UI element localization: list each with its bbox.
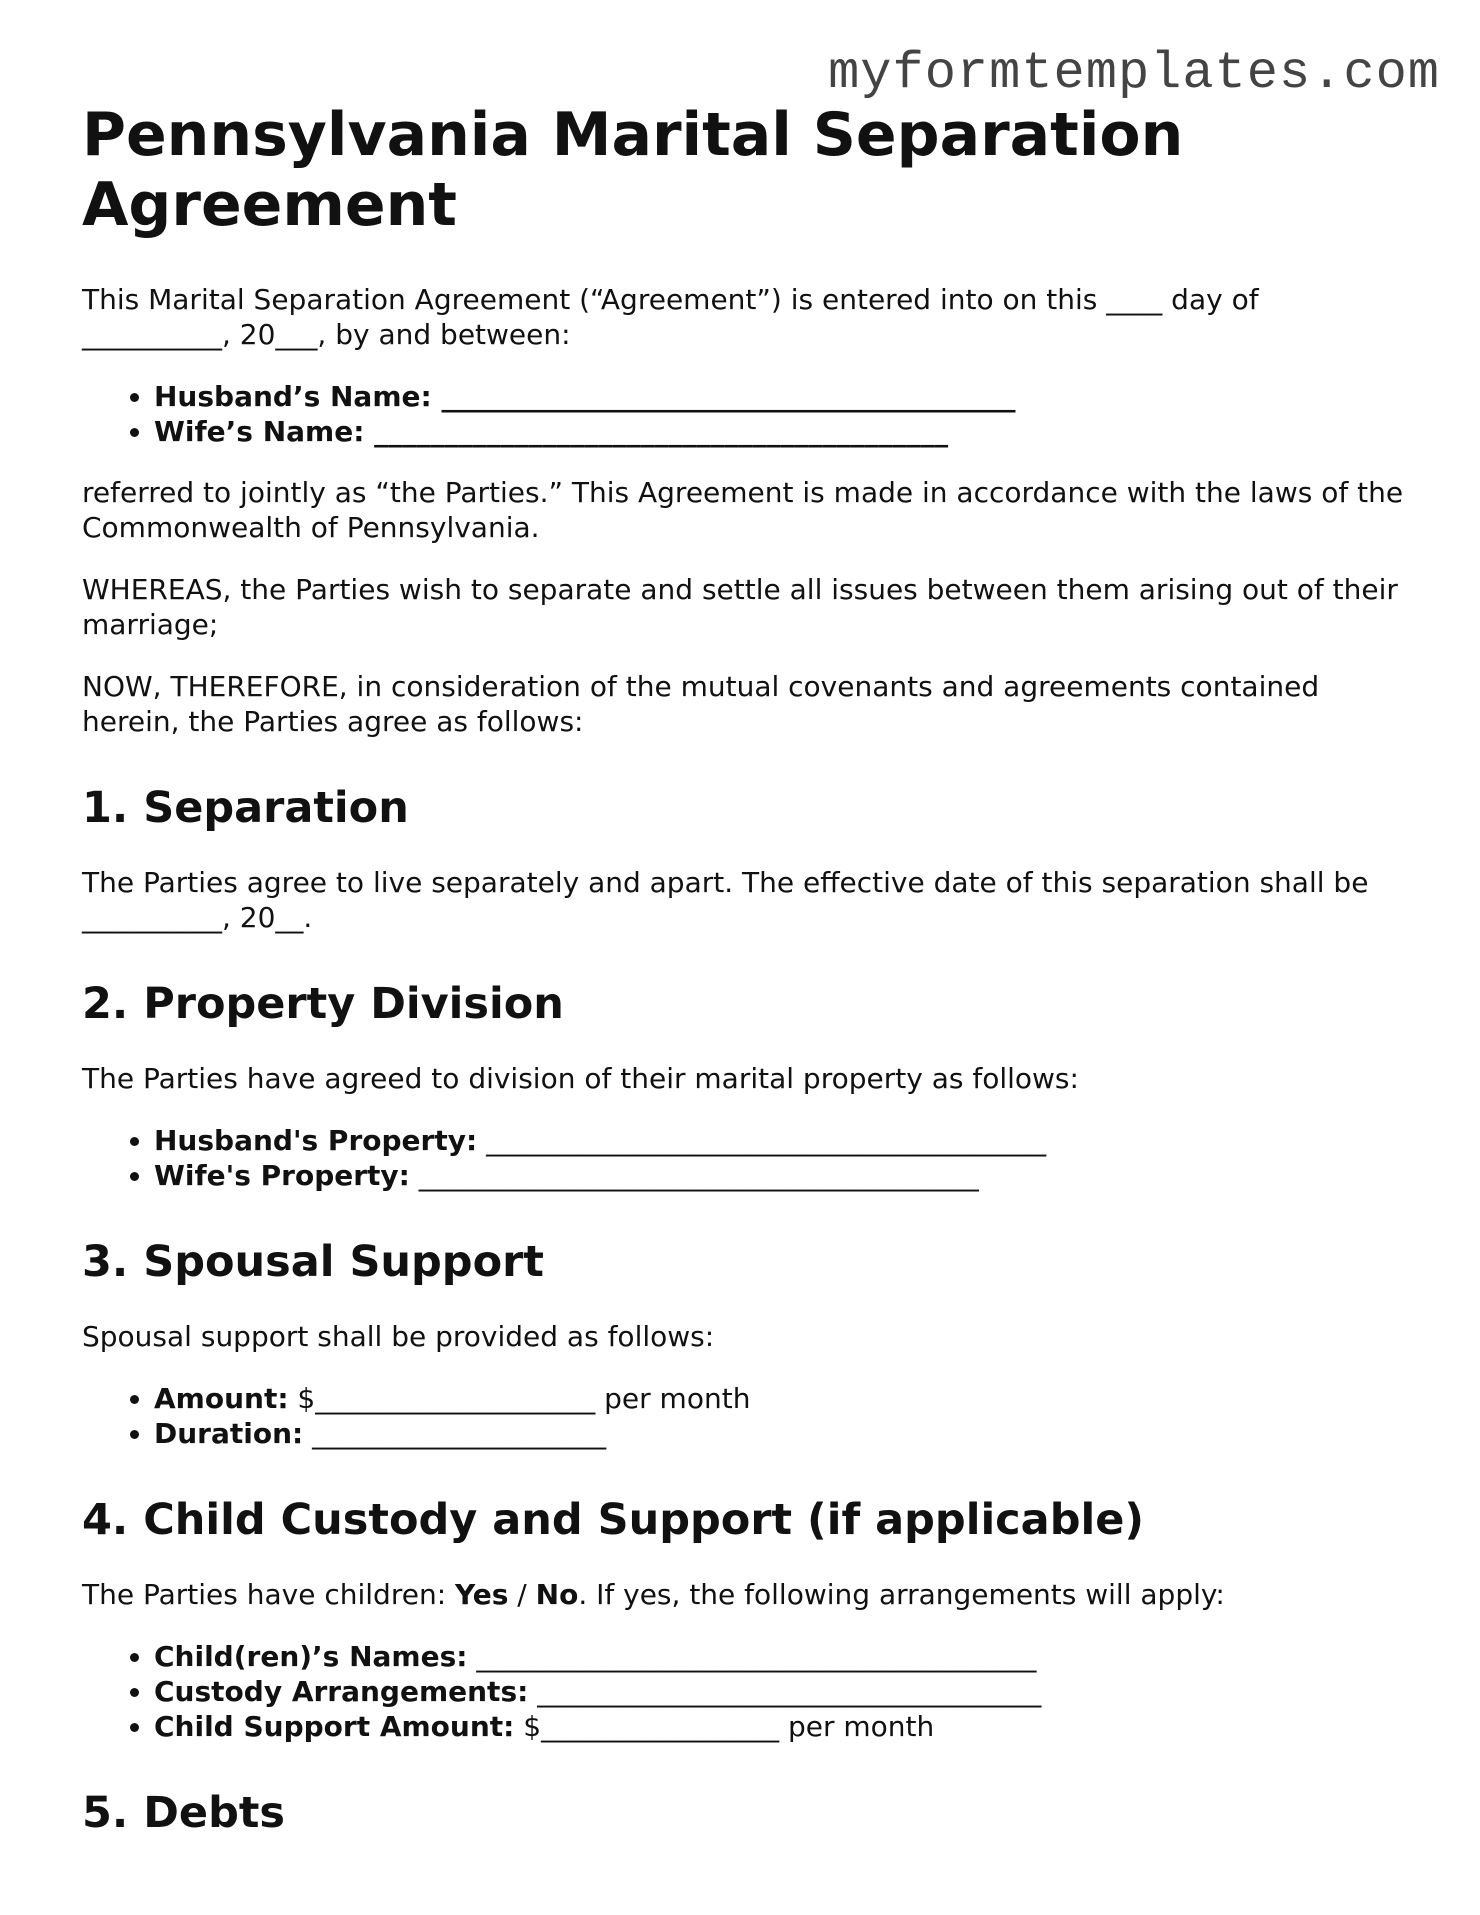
document-title: Pennsylvania Marital Separation Agreement — [82, 100, 1184, 240]
parties-list — [82, 379, 1412, 449]
section-heading-spousal-support: 3. Spousal Support — [82, 1237, 544, 1287]
list-item — [154, 1639, 1412, 1674]
children-text — [82, 1577, 1412, 1612]
children-list — [82, 1639, 1412, 1744]
spousal-support-text: Spousal support shall be provided as follows: — [82, 1320, 715, 1353]
child-support-amount-blank[interactable]: $_________________ per month — [514, 1710, 935, 1743]
children-text-after: . If yes, the following arrangements will apply: — [578, 1578, 1225, 1611]
amount-blank[interactable]: $____________________ per month — [288, 1382, 751, 1415]
children-names-label: Child(ren)’s Names: — [154, 1640, 468, 1673]
yes-option[interactable]: Yes — [455, 1578, 509, 1611]
list-item — [154, 1709, 1412, 1744]
husband-name-label: Husband’s Name: — [154, 380, 432, 413]
children-text-before: The Parties have children: — [82, 1578, 456, 1611]
wife-property-blank[interactable]: ________________________________________ — [409, 1159, 979, 1192]
amount-label: Amount: — [154, 1382, 289, 1415]
list-item — [154, 1381, 1412, 1416]
section-heading-property: 2. Property Division — [82, 979, 564, 1029]
section-heading-child-custody: 4. Child Custody and Support (if applicable) — [82, 1495, 1145, 1545]
no-option[interactable]: No — [535, 1578, 579, 1611]
property-text: The Parties have agreed to division of their marital property as follows: — [82, 1062, 1079, 1095]
custody-arrangements-blank[interactable]: ____________________________________ — [528, 1675, 1042, 1708]
section-heading-debts: 5. Debts — [82, 1788, 286, 1838]
list-item — [154, 1674, 1412, 1709]
list-item — [154, 414, 1412, 449]
watermark: myformtemplates.com — [828, 44, 1440, 103]
list-item — [154, 379, 1412, 414]
jointly-paragraph: referred to jointly as “the Parties.” This Agreement is made in accordance with the laws of the Commonwealth of Pennsylvania. — [82, 476, 1404, 544]
children-names-blank[interactable]: ________________________________________ — [467, 1640, 1037, 1673]
duration-blank[interactable]: _____________________ — [303, 1417, 607, 1450]
whereas-paragraph: WHEREAS, the Parties wish to separate and settle all issues between them arising out of their marriage; — [82, 573, 1398, 641]
wife-name-blank[interactable]: _________________________________________ — [364, 415, 949, 448]
husband-property-label: Husband's Property: — [154, 1124, 478, 1157]
list-item — [154, 1123, 1412, 1158]
list-item — [154, 1158, 1412, 1193]
option-separator: / — [508, 1578, 536, 1611]
now-therefore-paragraph: NOW, THEREFORE, in consideration of the mutual covenants and agreements contained herein, the Parties agree as follows: — [82, 670, 1320, 738]
spousal-support-list — [82, 1381, 1412, 1451]
list-item — [154, 1416, 1412, 1451]
husband-name-blank[interactable]: _________________________________________ — [431, 380, 1016, 413]
document-page — [82, 100, 1412, 1870]
child-support-amount-label: Child Support Amount: — [154, 1710, 515, 1743]
separation-text: The Parties agree to live separately and apart. The effective date of this separation shall be __________, 20__. — [82, 866, 1369, 934]
section-heading-separation: 1. Separation — [82, 783, 409, 833]
property-list — [82, 1123, 1412, 1193]
wife-property-label: Wife's Property: — [154, 1159, 410, 1192]
intro-paragraph: This Marital Separation Agreement (“Agreement”) is entered into on this ____ day of __________, 20___, by and between: — [82, 283, 1259, 351]
husband-property-blank[interactable]: ________________________________________ — [477, 1124, 1047, 1157]
wife-name-label: Wife’s Name: — [154, 415, 365, 448]
custody-arrangements-label: Custody Arrangements: — [154, 1675, 529, 1708]
duration-label: Duration: — [154, 1417, 304, 1450]
